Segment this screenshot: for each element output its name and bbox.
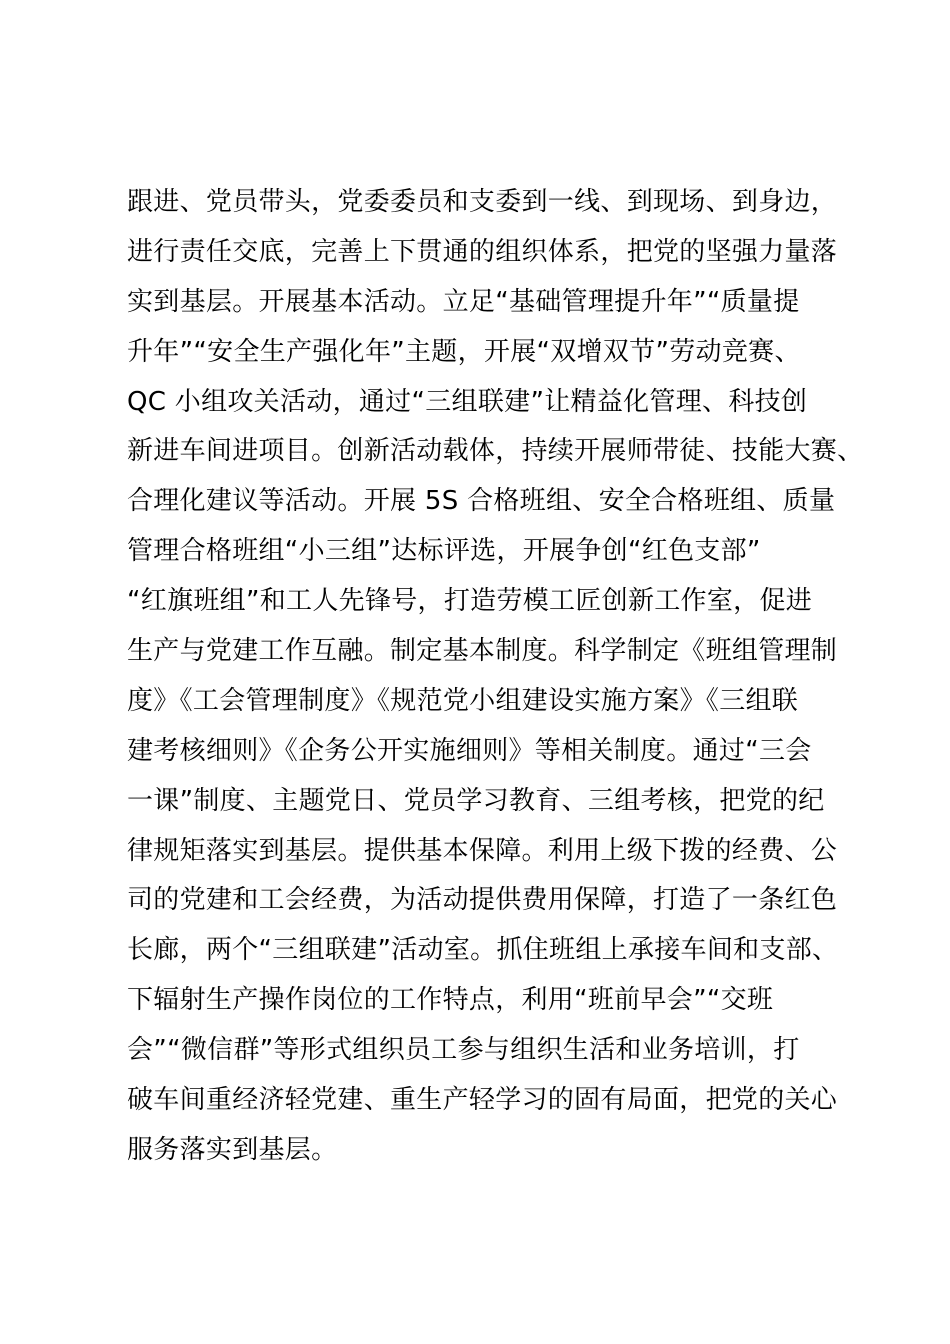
- text-line: “红旗班组”和工人先锋号，打造劳模工匠创新工作室，促进: [127, 586, 813, 617]
- body-paragraph: [127, 178, 864, 1176]
- text-line: 下辐射生产操作岗位的工作特点，利用“班前早会”“交班: [127, 985, 774, 1016]
- text-line: 服务落实到基层。: [127, 1134, 338, 1165]
- text-line: 建考核细则》《企务公开实施细则》等相关制度。通过“三会: [127, 735, 812, 766]
- text-line: 实到基层。开展基本活动。立足“基础管理提升年”“质量提: [127, 286, 800, 317]
- text-line: 管理合格班组“小三组”达标评选，开展争创“红色支部”: [127, 536, 761, 567]
- text-line: 律规矩落实到基层。提供基本保障。利用上级下拨的经费、公: [127, 835, 838, 866]
- text-line: 会”“微信群”等形式组织员工参与组织生活和业务培训，打: [127, 1035, 800, 1066]
- text-line: 升年”“安全生产强化年”主题，开展“双增双节”劳动竞赛、: [127, 336, 801, 367]
- text-line: 跟进、党员带头，党委委员和支委到一线、到现场、到身边，: [127, 187, 838, 217]
- text-line: 度》《工会管理制度》《规范党小组建设实施方案》《三组联: [127, 685, 799, 716]
- text-line: 司的党建和工会经费，为活动提供费用保障，打造了一条红色: [127, 885, 838, 916]
- text-line: 生产与党建工作互融。制定基本制度。科学制定《班组管理制: [127, 636, 838, 667]
- text-line: 破车间重经济轻党建、重生产轻学习的固有局面，把党的关心: [127, 1085, 838, 1116]
- text-line: 一课”制度、主题党日、党员学习教育、三组考核，把党的纪: [127, 785, 825, 816]
- text-line: 长廊，两个“三组联建”活动室。抓住班组上承接车间和支部、: [127, 935, 839, 966]
- text-line: 新进车间进项目。创新活动载体，持续开展师带徒、技能大赛、: [127, 436, 864, 467]
- text-line: QC 小组攻关活动，通过“三组联建”让精益化管理、科技创: [127, 386, 808, 417]
- text-line: 合理化建议等活动。开展 5S 合格班组、安全合格班组、质量: [127, 486, 836, 517]
- text-line: 进行责任交底，完善上下贯通的组织体系，把党的坚强力量落: [127, 236, 838, 267]
